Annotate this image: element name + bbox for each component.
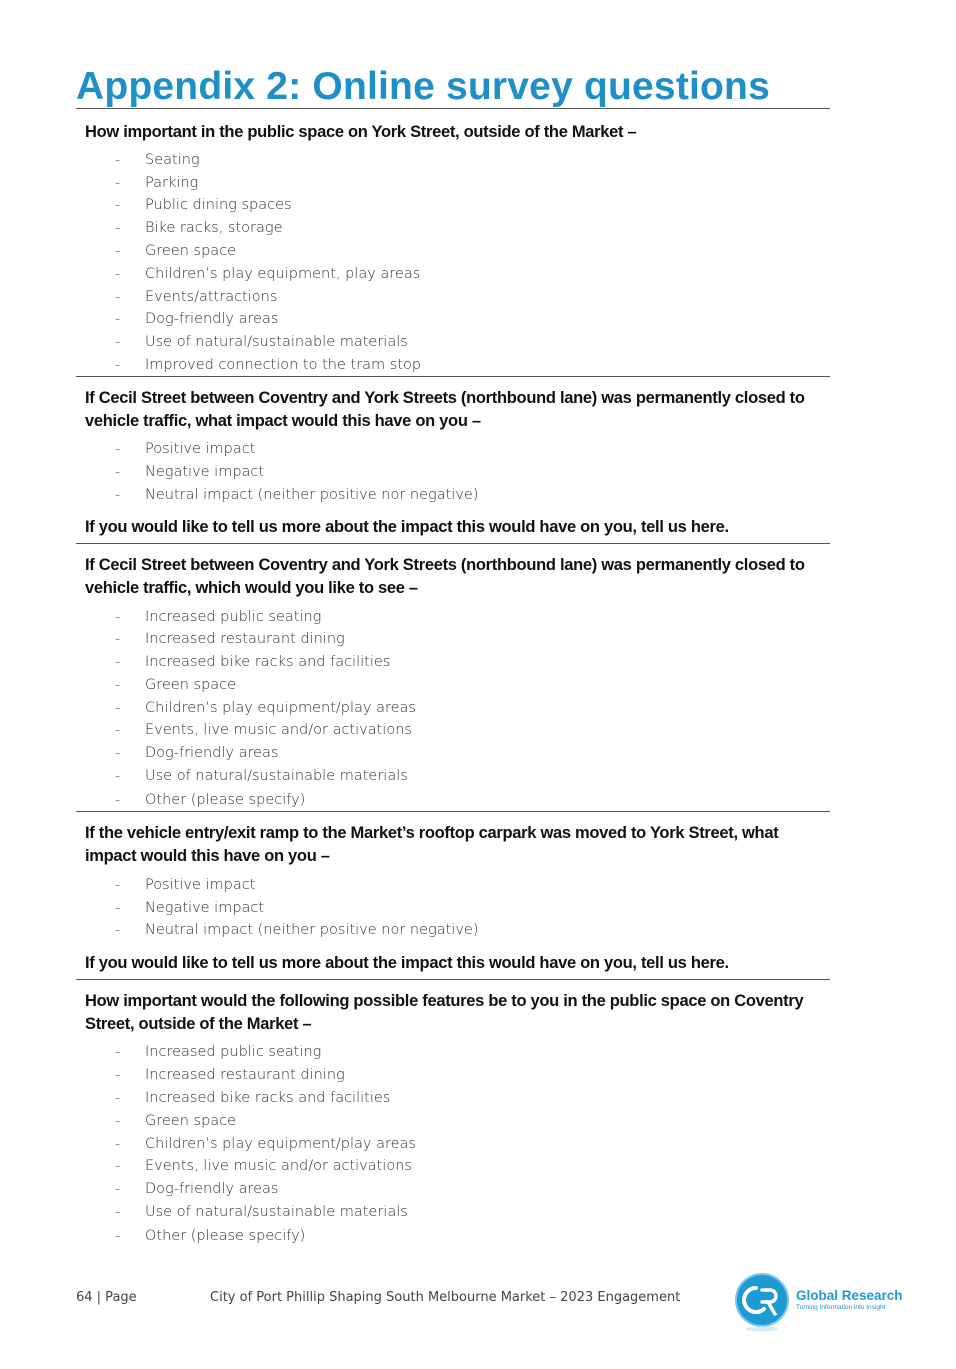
- list-item: - Neutral impact (neither positive nor negative): [115, 922, 479, 938]
- list-bullet: -: [115, 266, 121, 282]
- list-item: - Children’s play equipment, play areas: [115, 266, 421, 282]
- question-text: How important in the public space on York Street, outside of the Market –: [85, 123, 637, 141]
- list-item: - Neutral impact (neither positive nor negative): [115, 487, 479, 503]
- question-text: If the vehicle entry/exit ramp to the Market’s rooftop carpark was moved to York Street, what impact would this have on you –: [85, 824, 779, 865]
- list-item: - Negative impact: [115, 900, 265, 916]
- list-bullet: -: [115, 1067, 121, 1083]
- list-bullet: -: [115, 175, 121, 191]
- page-title: Appendix 2: Online survey questions: [76, 65, 770, 108]
- list-item: - Increased restaurant dining: [115, 631, 345, 647]
- list-item: - Events, live music and/or activations: [115, 722, 412, 738]
- list-item: - Use of natural/sustainable materials: [115, 1204, 408, 1220]
- list-bullet: -: [115, 334, 121, 350]
- list-item: - Public dining spaces: [115, 197, 292, 213]
- page-number: 64 | Page: [76, 1290, 137, 1305]
- list-bullet: -: [115, 220, 121, 236]
- list-item: - Increased public seating: [115, 1044, 322, 1060]
- list-item: - Dog-friendly areas: [115, 311, 279, 327]
- list-bullet: -: [115, 609, 121, 625]
- list-bullet: -: [115, 722, 121, 738]
- list-bullet: -: [115, 152, 121, 168]
- list-item: - Events/attractions: [115, 289, 278, 305]
- list-item: - Negative impact: [115, 464, 265, 480]
- list-item: - Parking: [115, 175, 199, 191]
- list-bullet: -: [115, 1228, 121, 1244]
- list-item: - Improved connection to the tram stop: [115, 357, 422, 373]
- list-item: - Use of natural/sustainable materials: [115, 768, 408, 784]
- list-item: - Events, live music and/or activations: [115, 1158, 412, 1174]
- list-item: - Dog-friendly areas: [115, 1181, 279, 1197]
- list-item: - Children’s play equipment/play areas: [115, 1136, 416, 1152]
- global-research-logo-icon: [734, 1272, 794, 1332]
- section-divider: [76, 979, 830, 980]
- list-item: - Green space: [115, 243, 237, 259]
- list-item: - Dog-friendly areas: [115, 745, 279, 761]
- list-bullet: -: [115, 243, 121, 259]
- title-divider: [76, 108, 830, 109]
- section-divider: [76, 376, 830, 377]
- list-item: - Other (please specify): [115, 1228, 306, 1244]
- logo-tagline: Turning Information into Insight: [796, 1304, 886, 1311]
- list-bullet: -: [115, 311, 121, 327]
- document-title: City of Port Phillip Shaping South Melbourne Market – 2023 Engagement: [210, 1290, 681, 1305]
- list-bullet: -: [115, 768, 121, 784]
- list-bullet: -: [115, 631, 121, 647]
- list-bullet: -: [115, 1113, 121, 1129]
- list-bullet: -: [115, 464, 121, 480]
- question-text: How important would the following possible features be to you in the public space on Coventry Street, outside of the Market –: [85, 992, 804, 1033]
- list-item: - Increased restaurant dining: [115, 1067, 345, 1083]
- list-bullet: -: [115, 1044, 121, 1060]
- followup-text: If you would like to tell us more about the impact this would have on you, tell us here.: [85, 954, 729, 972]
- list-bullet: -: [115, 922, 121, 938]
- list-item: - Use of natural/sustainable materials: [115, 334, 408, 350]
- question-text: If Cecil Street between Coventry and York Streets (northbound lane) was permanently closed to vehicle traffic, which would you like to see –: [85, 556, 805, 597]
- list-bullet: -: [115, 1158, 121, 1174]
- logo-name: Global Research: [796, 1288, 903, 1303]
- list-item: - Children’s play equipment/play areas: [115, 700, 416, 716]
- list-item: - Seating: [115, 152, 200, 168]
- list-item: - Positive impact: [115, 441, 256, 457]
- list-bullet: -: [115, 289, 121, 305]
- list-bullet: -: [115, 441, 121, 457]
- list-item: - Increased public seating: [115, 609, 322, 625]
- followup-text: If you would like to tell us more about the impact this would have on you, tell us here.: [85, 518, 729, 536]
- list-bullet: -: [115, 700, 121, 716]
- section-divider: [76, 811, 830, 812]
- list-bullet: -: [115, 487, 121, 503]
- list-item: - Positive impact: [115, 877, 256, 893]
- list-item: - Other (please specify): [115, 792, 306, 808]
- list-bullet: -: [115, 900, 121, 916]
- list-bullet: -: [115, 357, 121, 373]
- list-bullet: -: [115, 1181, 121, 1197]
- list-bullet: -: [115, 654, 121, 670]
- list-bullet: -: [115, 792, 121, 808]
- list-item: - Increased bike racks and facilities: [115, 1090, 391, 1106]
- section-divider: [76, 543, 830, 544]
- list-item: - Green space: [115, 677, 237, 693]
- list-bullet: -: [115, 1136, 121, 1152]
- list-bullet: -: [115, 877, 121, 893]
- list-bullet: -: [115, 745, 121, 761]
- question-text: If Cecil Street between Coventry and York Streets (northbound lane) was permanently closed to vehicle traffic, what impact would this have on you –: [85, 389, 805, 430]
- list-bullet: -: [115, 1090, 121, 1106]
- list-bullet: -: [115, 197, 121, 213]
- list-item: - Bike racks, storage: [115, 220, 283, 236]
- list-bullet: -: [115, 677, 121, 693]
- list-item: - Green space: [115, 1113, 237, 1129]
- list-item: - Increased bike racks and facilities: [115, 654, 391, 670]
- list-bullet: -: [115, 1204, 121, 1220]
